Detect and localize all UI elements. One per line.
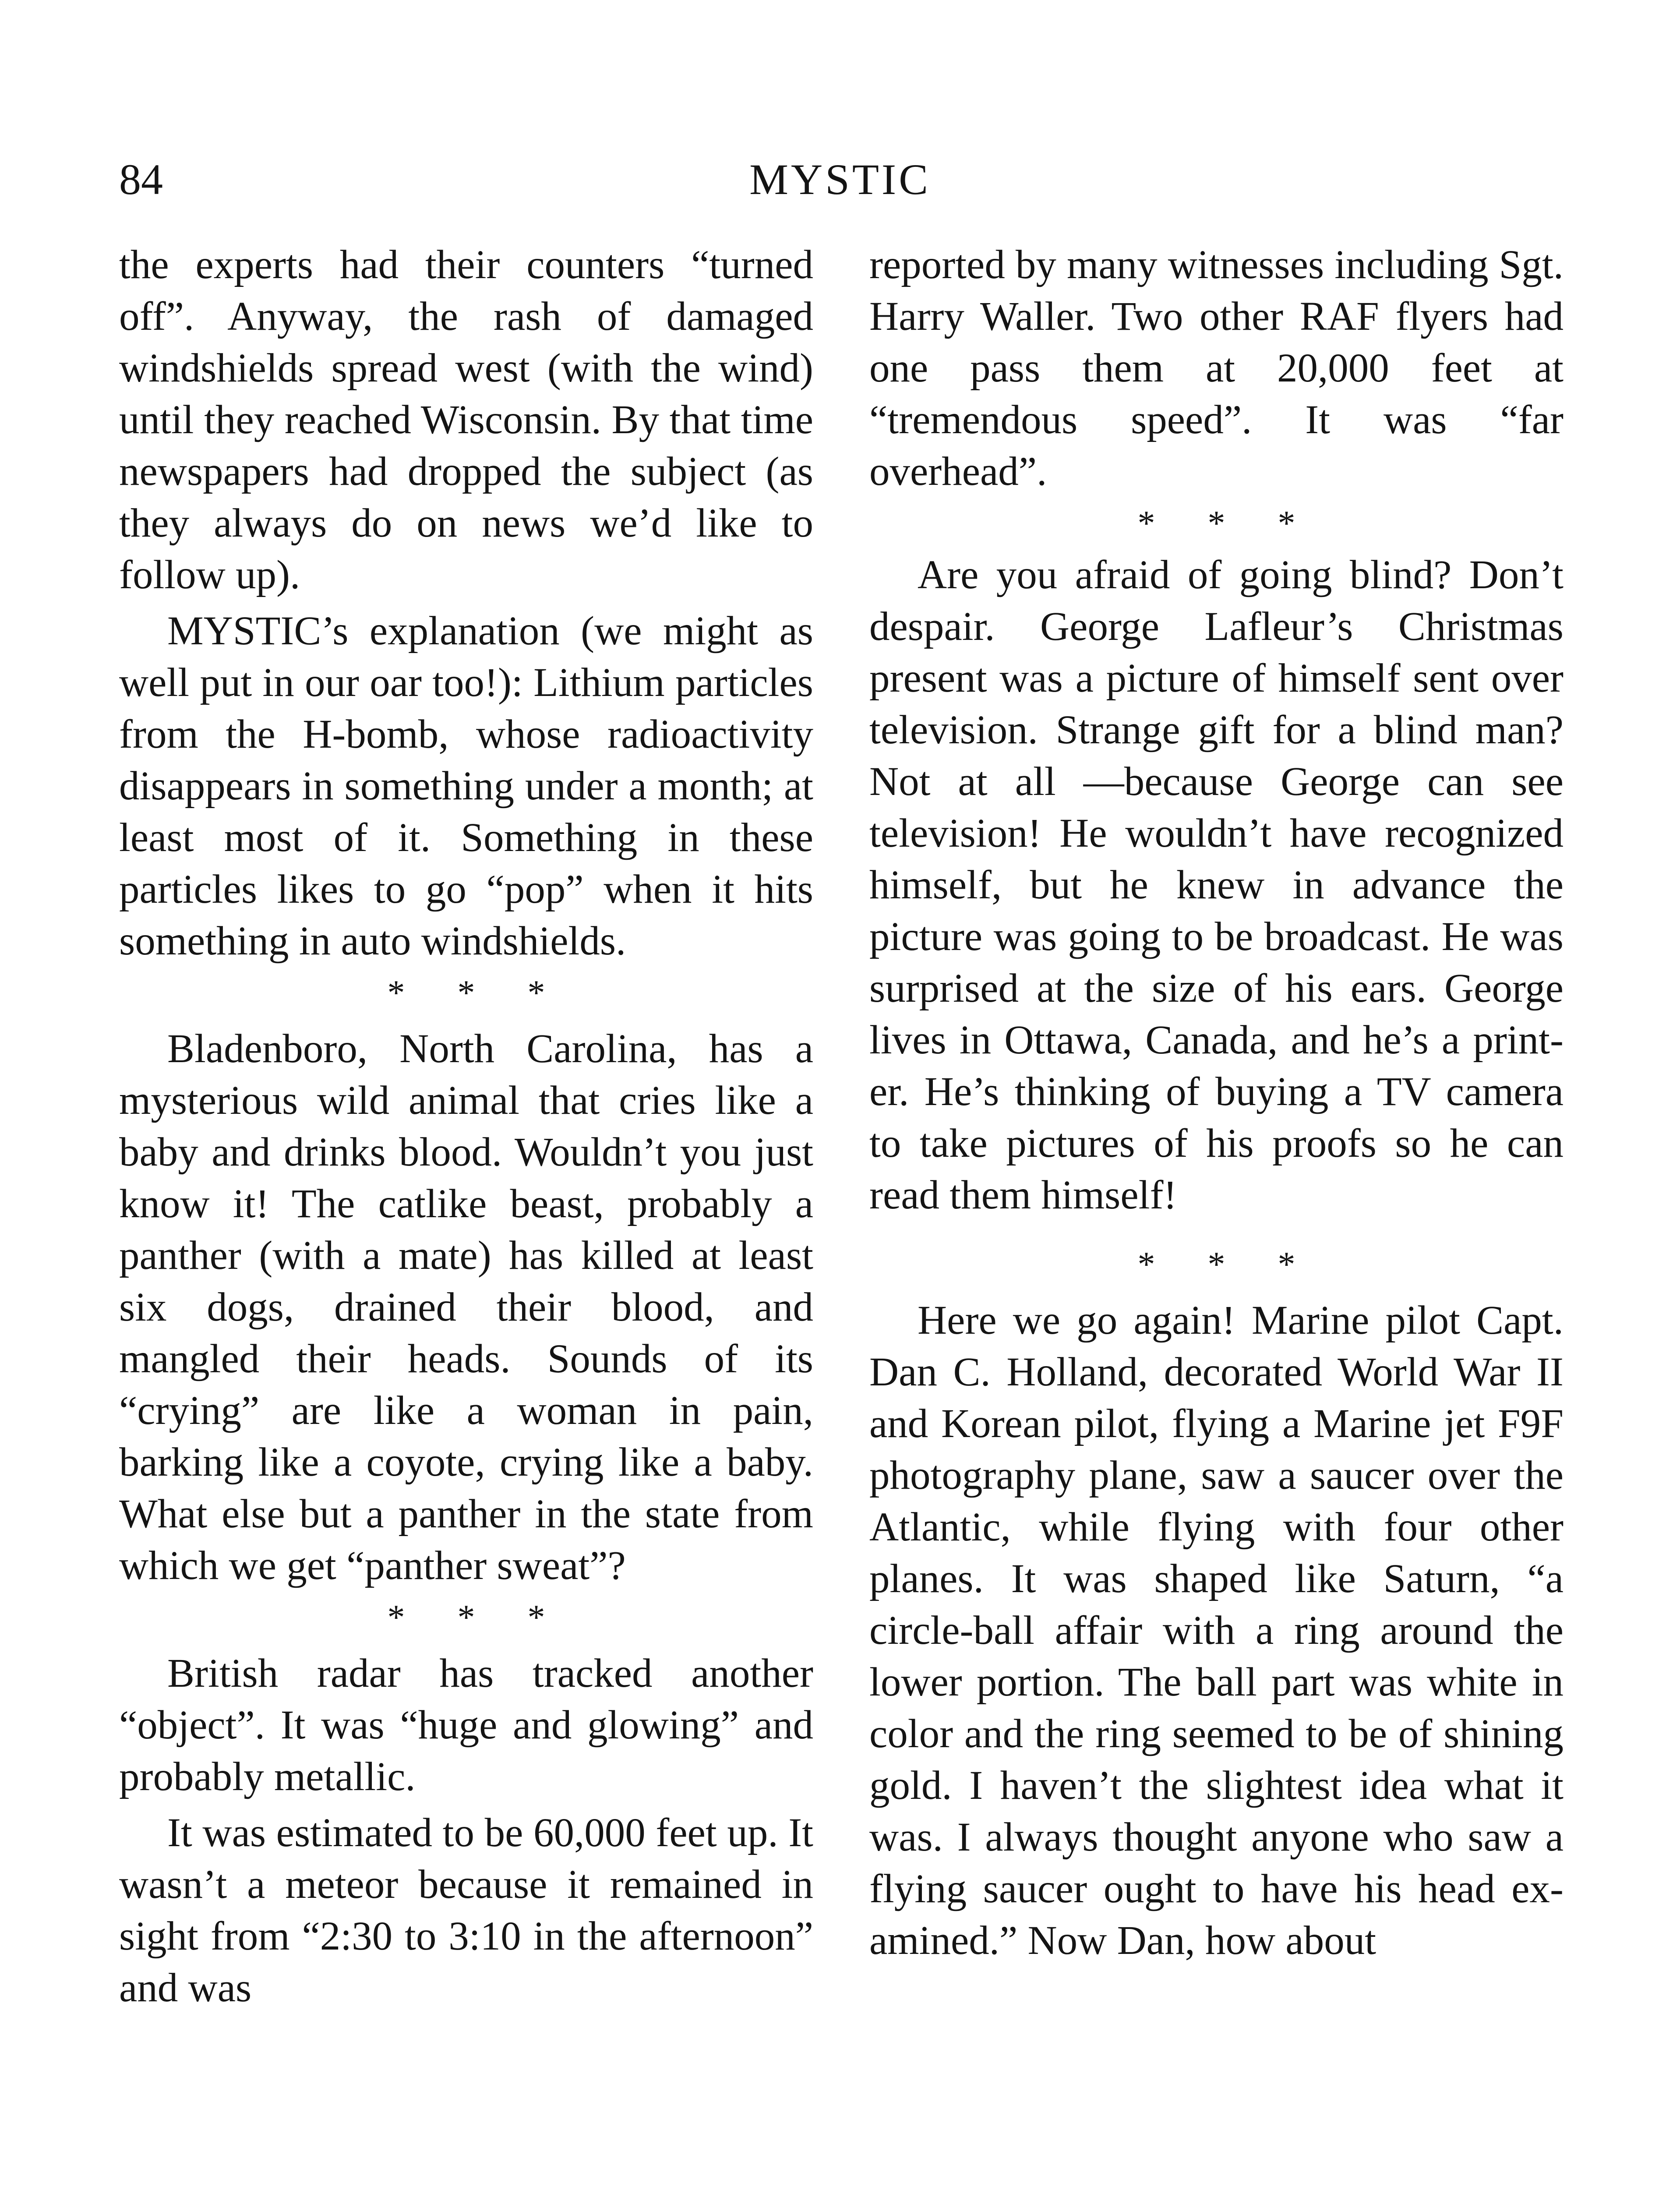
page-header: [0, 145, 1680, 215]
running-title: MYSTIC: [749, 155, 931, 204]
right-paragraph-2: Are you afraid of going blind? Don’t despair. George Lafleur’s Christmas present was a picture of himself sent over television. Strange gift for a blind man? Not at all —because George can see television! He wouldn’t have recognized himself, but he knew in advance the picture was going to be broadcast. He was surprised at the size of his ears. George lives in Ottawa, Canada, and he’s a printer. He’s thinking of buying a TV camera to take pictures of his proofs so he can read them himself!: [869, 552, 1564, 1218]
left-column: [119, 239, 813, 2014]
left-paragraph-2: MYSTIC’s explanation (we might as well put in our oar too!): Lithium particles from the H-bomb, whose radioactivity disappears in something under a month; at least most of it. Something in these particles likes to go “pop” when it hits something in auto windshields.: [119, 608, 813, 964]
section-separator: * * *: [1137, 1245, 1317, 1284]
right-paragraph-1: reported by many witnesses including Sgt. Harry Waller. Two other RAF flyers had one pass them at 20,000 feet at “tremendous speed”. It was “far overhead”.: [869, 242, 1564, 494]
section-separator: * * *: [387, 974, 567, 1012]
right-column: [869, 239, 1564, 1967]
section-separator: * * *: [387, 1598, 567, 1637]
right-paragraph-3: Here we go again! Marine pilot Capt. Dan C. Holland, decorated World War II and Korean pilot, flying a Marine jet F9F photography plane, saw a saucer over the Atlantic, while flying with four other planes. It was shaped like Saturn, “a circle-ball affair with a ring around the lower portion. The ball part was white in color and the ring seemed to be of shining gold. I haven’t the slightest idea what it was. I always thought anyone who saw a flying saucer ought to have his head examined.” Now Dan, how about: [869, 1298, 1564, 1963]
left-paragraph-4: British radar has tracked another “object”. It was “huge and glowing” and probably metallic.: [119, 1651, 813, 1799]
left-paragraph-5: It was estimated to be 60,000 feet up. It wasn’t a meteor because it remained in sight from “2:30 to 3:10 in the afternoon” and was: [119, 1810, 813, 2010]
section-separator: * * *: [1137, 504, 1317, 543]
page-number: 84: [119, 155, 163, 204]
left-paragraph-3: Bladenboro, North Carolina, has a mysterious wild animal that cries like a baby and drinks blood. Wouldn’t you just know it! The catlike beast, probably a panther (with a mate) has killed at least six dogs, drained their blood, and mangled their heads. Sounds of its “crying” are like a woman in pain, barking like a coyote, crying like a baby. What else but a panther in the state from which we get “panther sweat”?: [119, 1026, 813, 1588]
left-paragraph-1: the experts had their counters “turned off”. Anyway, the rash of damaged windshields spread west (with the wind) until they reached Wisconsin. By that time newspapers had dropped the subject (as they always do on news we’d like to follow up).: [119, 242, 813, 597]
